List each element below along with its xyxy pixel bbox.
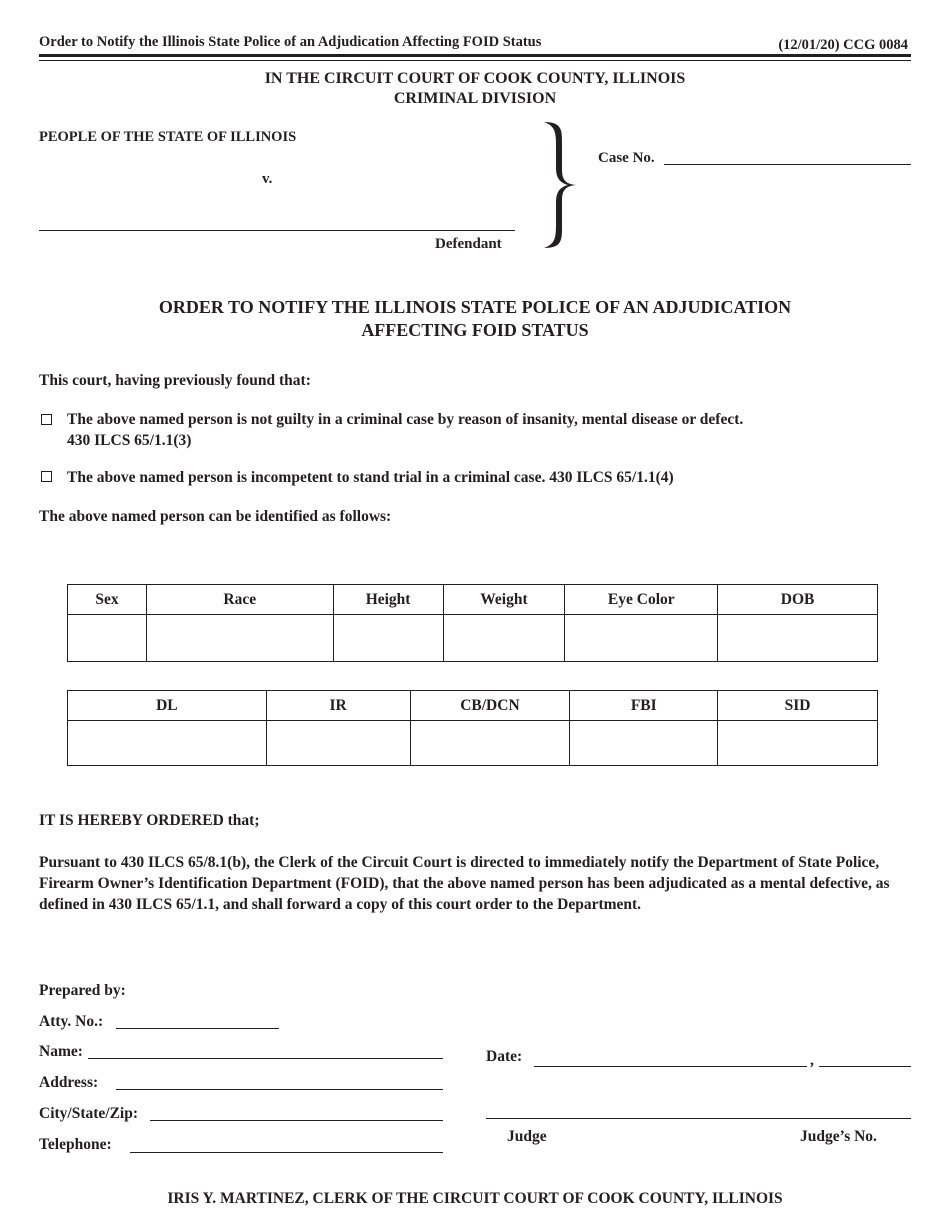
insanity-option-text	[67, 409, 743, 451]
column-header-eye-color: Eye Color	[565, 585, 718, 615]
header-rule-thin	[39, 60, 911, 61]
case-number-label: Case No.	[598, 150, 655, 166]
insanity-checkbox[interactable]	[41, 414, 52, 425]
cb-dcn-field[interactable]	[410, 721, 570, 766]
table-header-row	[68, 691, 878, 721]
order-heading: IT IS HEREBY ORDERED that;	[39, 812, 260, 829]
versus-label: v.	[262, 171, 273, 187]
order-title-line2: AFFECTING FOID STATUS	[361, 320, 589, 340]
court-division: CRIMINAL DIVISION	[393, 90, 557, 107]
date-year-field[interactable]	[819, 1066, 911, 1067]
insanity-option-line1: The above named person is not guilty in a criminal case by reason of insanity, mental disease or defect.	[67, 411, 744, 428]
table-header-row	[68, 585, 878, 615]
court-name: IN THE CIRCUIT COURT OF COOK COUNTY, ILLINOIS	[264, 70, 686, 87]
header-rule-thick	[39, 54, 911, 57]
column-header-ir: IR	[266, 691, 410, 721]
sid-field[interactable]	[718, 721, 878, 766]
dl-field[interactable]	[68, 721, 267, 766]
judge-signature-line[interactable]	[486, 1118, 911, 1119]
findings-intro: This court, having previously found that:	[39, 372, 311, 389]
column-header-dl: DL	[68, 691, 267, 721]
column-header-fbi: FBI	[570, 691, 718, 721]
address-field[interactable]	[116, 1089, 443, 1090]
city-state-zip-label: City/State/Zip:	[39, 1105, 139, 1122]
column-header-race: Race	[146, 585, 333, 615]
order-body: Pursuant to 430 ILCS 65/8.1(b), the Clerk of the Circuit Court is directed to immediately notify the Department of State Police, Firearm Owner’s Identification Department (FOID), that the above named person has been adjudicated as a mental defective, as defined in 430 ILCS 65/1.1, and shall forward a copy of this court order to the Department.	[39, 854, 890, 913]
caption-brace	[540, 120, 580, 250]
clerk-footer: IRIS Y. MARTINEZ, CLERK OF THE CIRCUIT COURT OF COOK COUNTY, ILLINOIS	[167, 1190, 783, 1207]
date-comma: ,	[810, 1052, 814, 1069]
name-field[interactable]	[88, 1058, 443, 1059]
form-title-header: Order to Notify the Illinois State Police of an Adjudication Affecting FOID Status	[39, 34, 542, 50]
defendant-label: Defendant	[435, 236, 502, 252]
judge-label: Judge	[507, 1128, 547, 1145]
atty-no-field[interactable]	[116, 1028, 279, 1029]
insanity-option-line2: 430 ILCS 65/1.1(3)	[67, 432, 192, 449]
name-label: Name:	[39, 1043, 83, 1060]
identification-table-ids	[67, 690, 878, 766]
address-label: Address:	[39, 1074, 99, 1091]
column-header-sex: Sex	[68, 585, 147, 615]
column-header-height: Height	[333, 585, 443, 615]
sex-field[interactable]	[68, 615, 147, 662]
identification-table-physical	[67, 584, 878, 662]
column-header-cb-dcn: CB/DCN	[410, 691, 570, 721]
table-row	[68, 721, 878, 766]
fbi-field[interactable]	[570, 721, 718, 766]
plaintiff-name: PEOPLE OF THE STATE OF ILLINOIS	[39, 129, 297, 145]
dob-field[interactable]	[718, 615, 878, 662]
defendant-name-line[interactable]	[39, 230, 515, 231]
race-field[interactable]	[146, 615, 333, 662]
city-state-zip-field[interactable]	[150, 1120, 443, 1121]
prepared-by-heading: Prepared by:	[39, 982, 126, 999]
atty-no-label: Atty. No.:	[39, 1013, 104, 1030]
table-row	[68, 615, 878, 662]
incompetent-checkbox[interactable]	[41, 471, 52, 482]
date-label: Date:	[486, 1048, 523, 1065]
case-number-field[interactable]	[664, 164, 911, 165]
telephone-field[interactable]	[130, 1152, 443, 1153]
telephone-label: Telephone:	[39, 1136, 112, 1153]
identification-intro: The above named person can be identified as follows:	[39, 508, 392, 525]
order-title-line1: ORDER TO NOTIFY THE ILLINOIS STATE POLICE OF AN ADJUDICATION	[158, 297, 792, 317]
incompetent-option-text: The above named person is incompetent to stand trial in a criminal case. 430 ILCS 65/1.1(4)	[67, 469, 674, 486]
form-code: (12/01/20) CCG 0084	[778, 37, 908, 53]
column-header-weight: Weight	[443, 585, 565, 615]
date-field[interactable]	[534, 1066, 807, 1067]
eye-color-field[interactable]	[565, 615, 718, 662]
column-header-sid: SID	[718, 691, 878, 721]
judge-number-label: Judge’s No.	[800, 1128, 877, 1145]
ir-field[interactable]	[266, 721, 410, 766]
height-field[interactable]	[333, 615, 443, 662]
column-header-dob: DOB	[718, 585, 878, 615]
weight-field[interactable]	[443, 615, 565, 662]
